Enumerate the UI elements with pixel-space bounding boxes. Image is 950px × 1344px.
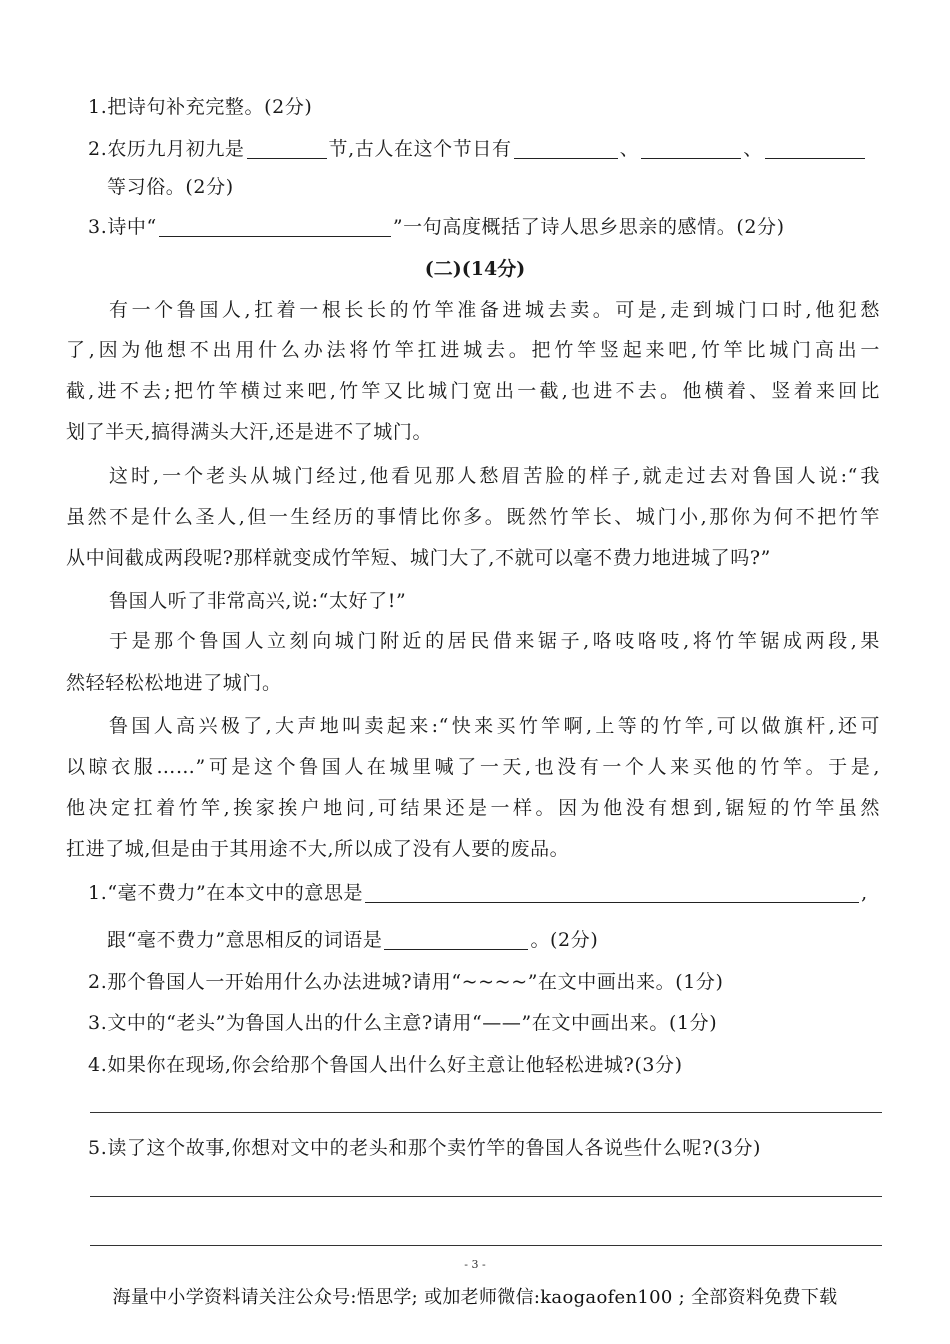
- answer-blank-poem-line[interactable]: [159, 216, 391, 237]
- page-number: - 3 -: [464, 1258, 486, 1271]
- passage-line: 鲁国人高兴极了,大声地叫卖起来:“快来买竹竿啊,上等的竹竿,可以做旗杆,还可: [109, 715, 880, 737]
- question-3-poem-line: [88, 213, 785, 241]
- passage-line: 于是那个鲁国人立刻向城门附近的居民借来锯子,咯吱咯吱,将竹竿锯成两段,果: [109, 630, 880, 652]
- passage-line: 以晾衣服……”可是这个鲁国人在城里喊了一天,也没有一个人来买他的竹竿。于是,: [66, 756, 880, 778]
- question-1-text-b: ,: [861, 882, 868, 904]
- passage-line: 这时,一个老头从城门经过,他看见那人愁眉苦脸的样子,就走过去对鲁国人说:“我: [109, 465, 880, 487]
- question-3-straight-line: 3.文中的“老头”为鲁国人出的什么主意?请用“——”在文中画出来。(1分): [88, 1012, 718, 1034]
- question-1-text-a: 1.“毫不费力”在本文中的意思是: [88, 882, 364, 904]
- question-3-text-a: 3.诗中“: [88, 216, 157, 238]
- passage-line: 他决定扛着竹竿,挨家挨户地问,可结果还是一样。因为他没有想到,锯短的竹竿虽然: [66, 797, 880, 819]
- question-2-wavy-line: 2.那个鲁国人一开始用什么办法进城?请用“~~~~”在文中画出来。(1分): [88, 971, 724, 993]
- question-1-fill-poem: 1.把诗句补充完整。(2分): [88, 96, 313, 118]
- question-2-text-a: 2.农历九月初九是: [88, 138, 245, 160]
- question-2-text-b: 节,古人在这个节日有: [328, 138, 512, 160]
- question-1-text-d: 。(2分): [530, 929, 599, 951]
- answer-line-q4[interactable]: [90, 1112, 882, 1113]
- passage-line: 划了半天,搞得满头大汗,还是进不了城门。: [66, 421, 433, 443]
- question-2-continuation: 等习俗。(2分): [107, 176, 234, 198]
- answer-blank-meaning[interactable]: [365, 882, 859, 903]
- answer-line-q5-1[interactable]: [90, 1196, 882, 1197]
- passage-line: 了,因为他想不出用什么办法将竹竿扛进城去。把竹竿竖起来吧,竹竿比城门高出一: [66, 339, 880, 361]
- question-2-sep-2: 、: [743, 138, 763, 160]
- passage-line: 鲁国人听了非常高兴,说:“太好了!”: [109, 590, 407, 612]
- footer-notice: 海量中小学资料请关注公众号:悟思学; 或加老师微信:kaogaofen100 ; 全部资料免费下载: [112, 1287, 838, 1308]
- passage-line: 虽然不是什么圣人,但一生经历的事情比你多。既然竹竿长、城门小,那你为何不把竹竿: [66, 506, 880, 528]
- passage-line: 扛进了城,但是由于其用途不大,所以成了没有人要的废品。: [66, 838, 570, 860]
- question-1-text-c: 跟“毫不费力”意思相反的词语是: [107, 929, 383, 951]
- question-4-suggestion: 4.如果你在现场,你会给那个鲁国人出什么好主意让他轻松进城?(3分): [88, 1054, 683, 1076]
- question-2-sep-1: 、: [619, 138, 640, 160]
- passage-line: 有一个鲁国人,扛着一根长长的竹竿准备进城去卖。可是,走到城门口时,他犯愁: [109, 299, 880, 321]
- passage-line: 然轻轻松松地进了城门。: [66, 672, 282, 694]
- passage-line: 截,进不去;把竹竿横过来吧,竹竿又比城门宽出一截,也进不去。他横着、竖着来回比: [66, 380, 880, 402]
- answer-blank-festival[interactable]: [247, 138, 327, 159]
- answer-blank-custom-3[interactable]: [765, 138, 865, 159]
- answer-blank-custom-1[interactable]: [514, 138, 618, 159]
- answer-line-q5-2[interactable]: [90, 1245, 882, 1246]
- question-1-antonym: [107, 926, 598, 954]
- passage-line: 从中间截成两段呢?那样就变成竹竿短、城门大了,不就可以毫不费力地进城了吗?”: [66, 547, 771, 569]
- question-1-meaning: [88, 879, 868, 907]
- answer-blank-antonym[interactable]: [384, 929, 528, 950]
- section-2-heading: (二)(14分): [424, 258, 526, 280]
- question-2-double-ninth: [88, 135, 867, 163]
- question-5-reflection: 5.读了这个故事,你想对文中的老头和那个卖竹竿的鲁国人各说些什么呢?(3分): [88, 1137, 762, 1159]
- answer-blank-custom-2[interactable]: [641, 138, 741, 159]
- question-3-text-b: ”一句高度概括了诗人思乡思亲的感情。(2分): [392, 216, 785, 238]
